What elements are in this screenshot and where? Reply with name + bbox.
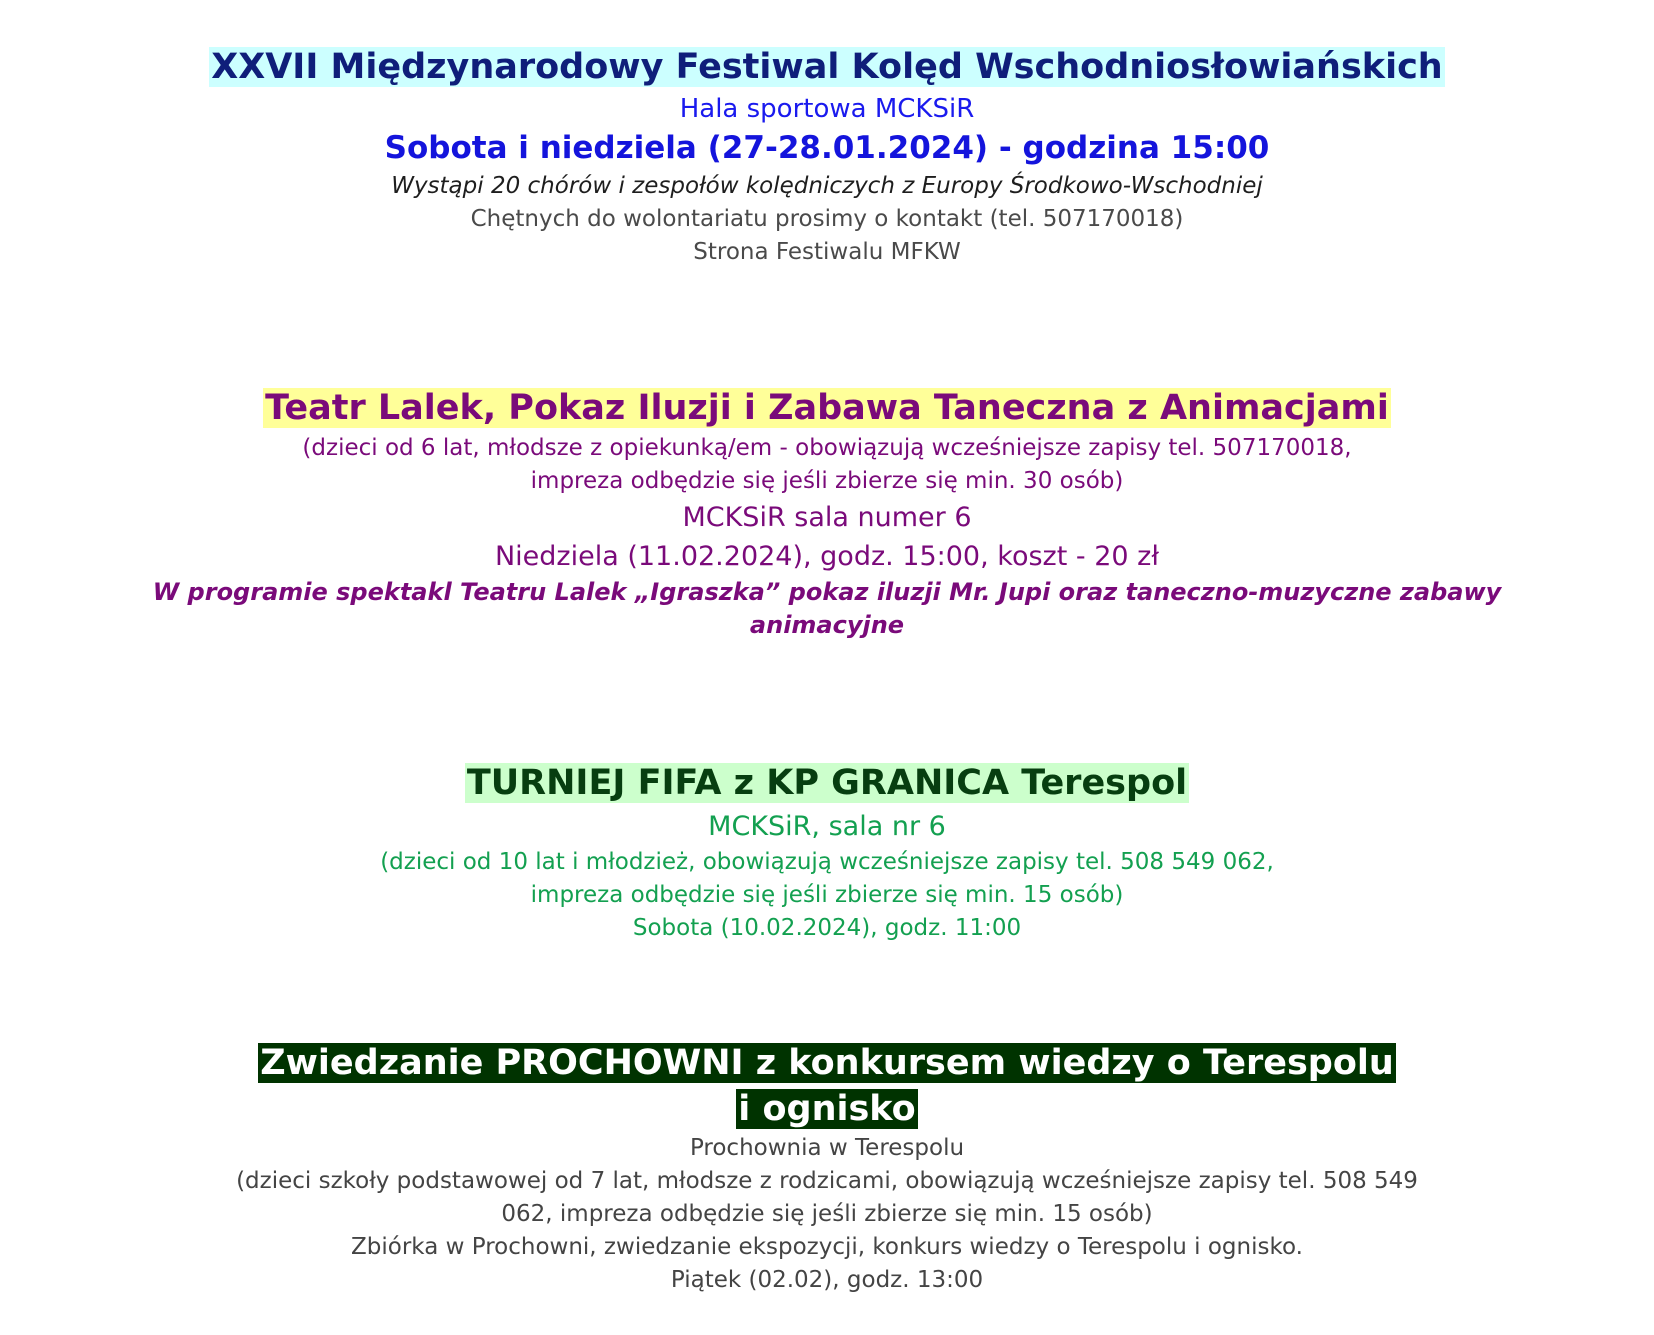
volunteer-contact: Chętnych do wolontariatu prosimy o kontakt (tel. 507170018): [470, 206, 1184, 232]
event-festival: [0, 44, 1654, 269]
event-title: XXVII Międzynarodowy Festiwal Kolęd Wschodniosłowiańskich: [211, 47, 1443, 87]
event-note: impreza odbędzie się jeśli zbierze się min. 30 osób): [530, 468, 1124, 494]
event-note: (dzieci od 6 lat, młodsze z opiekunką/em - obowiązują wcześniejsze zapisy tel. 507170018,: [302, 435, 1352, 461]
event-note: (dzieci od 10 lat i młodzież, obowiązują wcześniejsze zapisy tel. 508 549 062,: [380, 849, 1274, 875]
event-description: Zbiórka w Prochowni, zwiedzanie ekspozycji, konkurs wiedzy o Terespolu i ognisko.: [351, 1234, 1303, 1260]
event-powder-house-tour: [0, 1040, 1654, 1297]
event-venue: Prochownia w Terespolu: [689, 1135, 965, 1161]
event-venue: Hala sportowa MCKSiR: [679, 94, 975, 124]
event-date: Sobota (10.02.2024), godz. 11:00: [632, 915, 1022, 941]
event-puppet-theatre: [0, 385, 1654, 642]
event-fifa-tournament: [0, 760, 1654, 945]
event-venue: MCKSiR, sala nr 6: [708, 811, 946, 842]
event-note: 062, impreza odbędzie się jeśli zbierze się min. 15 osób): [501, 1201, 1153, 1227]
event-description: animacyjne: [749, 611, 905, 639]
event-note: impreza odbędzie się jeśli zbierze się min. 15 osób): [530, 882, 1124, 908]
event-date: Sobota i niedziela (27-28.01.2024) - godzina 15:00: [384, 130, 1270, 166]
event-note: (dzieci szkoły podstawowej od 7 lat, młodsze z rodzicami, obowiązują wcześniejsze zapisy tel. 508 549: [236, 1168, 1418, 1194]
event-title: TURNIEJ FIFA z KP GRANICA Terespol: [466, 763, 1188, 803]
event-date: Niedziela (11.02.2024), godz. 15:00, koszt - 20 zł: [494, 541, 1159, 572]
event-venue: MCKSiR sala numer 6: [682, 502, 972, 533]
event-title: Zwiedzanie PROCHOWNI z konkursem wiedzy o Terespolu: [260, 1043, 1394, 1083]
event-description: W programie spektakl Teatru Lalek „Igraszka” pokaz iluzji Mr. Jupi oraz taneczno-muzyczne zabawy: [152, 578, 1502, 606]
event-description: Wystąpi 20 chórów i zespołów kolędniczych z Europy Środkowo-Wschodniej: [391, 173, 1263, 199]
event-title: Teatr Lalek, Pokaz Iluzji i Zabawa Taneczna z Animacjami: [265, 388, 1389, 428]
event-date: Piątek (02.02), godz. 13:00: [670, 1267, 984, 1293]
festival-page-link[interactable]: Strona Festiwalu MFKW: [693, 239, 961, 265]
event-title: i ognisko: [738, 1089, 916, 1129]
